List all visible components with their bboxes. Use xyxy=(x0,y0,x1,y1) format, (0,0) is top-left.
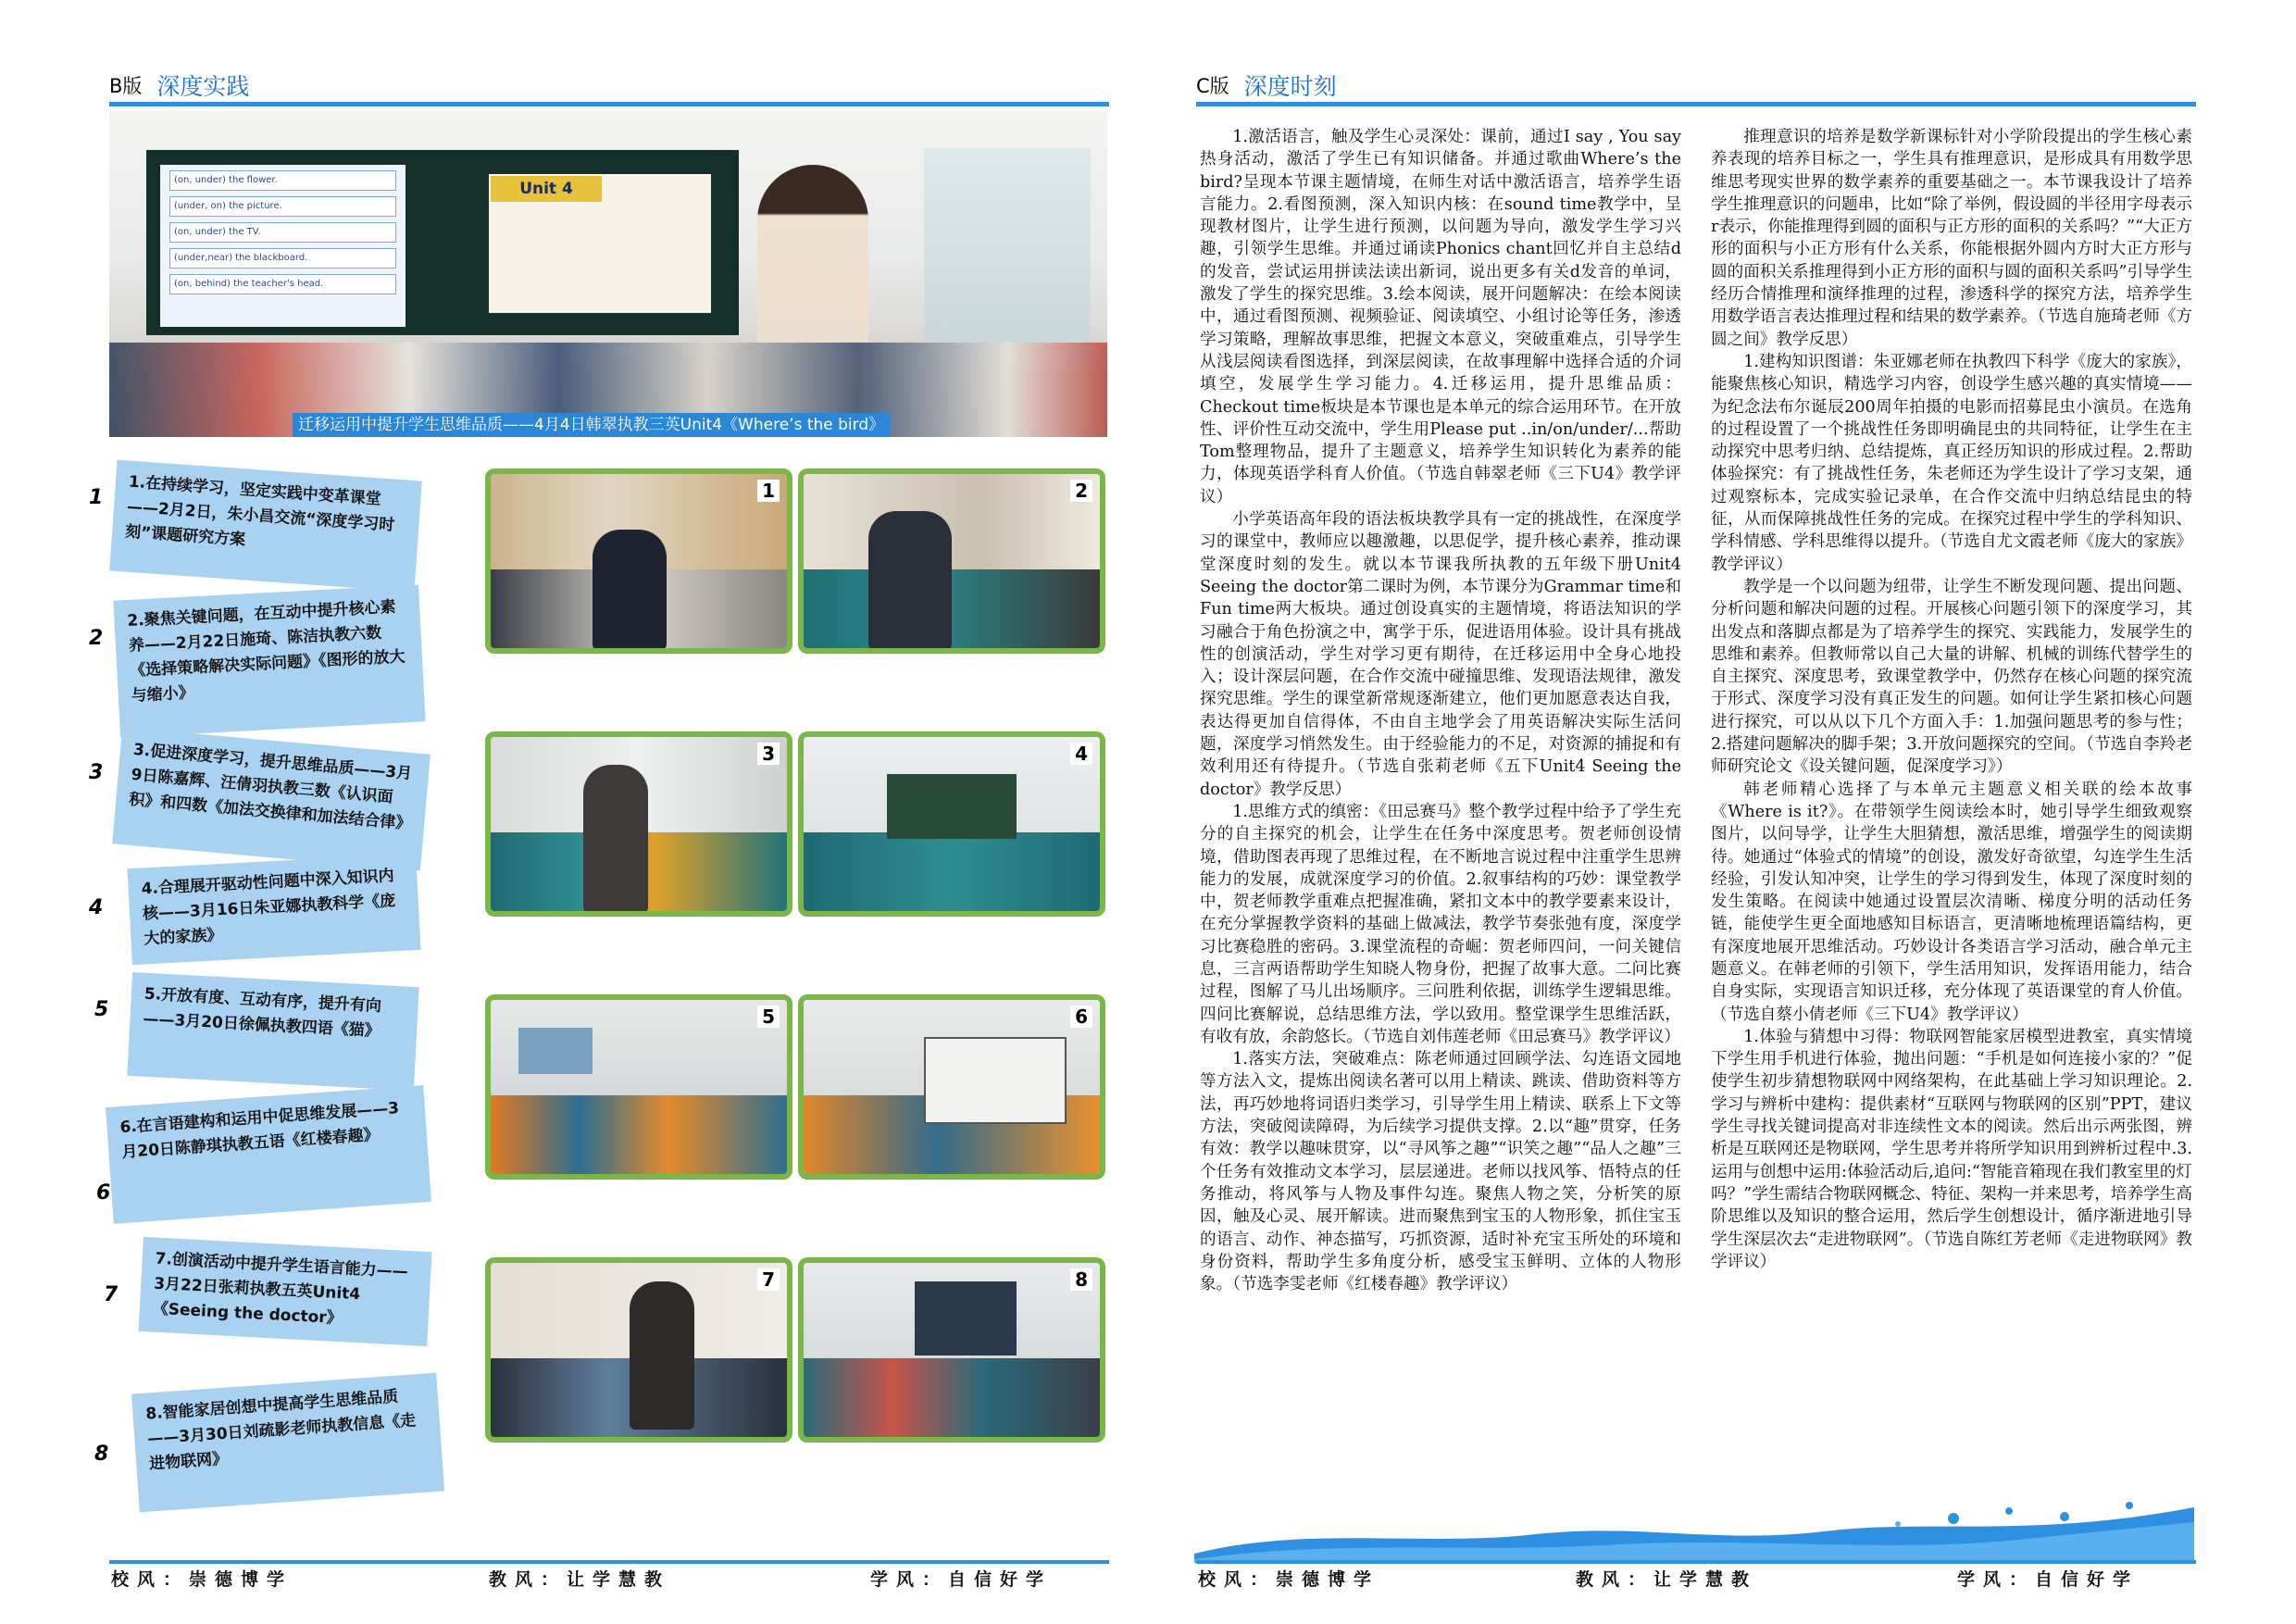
event-card: 8.智能家居创想中提高学生思维品质——3月30日刘疏影老师执教信息《走进物联网》 xyxy=(131,1373,444,1513)
right-header-title: 深度时刻 xyxy=(1243,73,1337,100)
event-card: 4.合理展开驱动性问题中深入知识内核——3月16日朱亚娜执教科学《庞大的家族》 xyxy=(127,854,420,965)
photo-number: 6 xyxy=(1070,1006,1092,1028)
hero-caption: 迁移运用中提升学生思维品质——4月4日韩翠执教三英Unit4《Where’s the bird》 xyxy=(293,413,890,437)
left-footer-motto-school: 校风：崇德博学 xyxy=(111,1569,293,1590)
right-footer-motto-school: 校风：崇德博学 xyxy=(1198,1569,1380,1590)
photo-7 xyxy=(485,1257,792,1443)
paragraph: 1.思维方式的缜密：《田忌赛马》整个教学过程中给予了学生充分的自主探究的机会，让学生在任务中深度思考。贺老师创设情境，借助图表再现了思维过程，在不断地言说过程中注重学生思辨能力的发展，成就深度学习的价值。2.叙事结构的巧妙：课堂教学中，贺老师教学重难点把握准确，紧扣文本中的教学要素来设计，在充分掌握教学资料的基础上做减法，教学节奏张弛有度，深度学习比赛稳胜的密码。3.课堂流程的奇崛：贺老师四问，一问关键信息，三言两语帮助学生知晓人物身份，把握了故事大意。二问比赛过程，图解了马儿出场顺序。三问胜利依据，训练学生逻辑思维。四问比赛解说，总结思维方法，学以致用。整堂课学生思维活跃，有收有放，余韵悠长。（节选自刘伟莲老师《田忌赛马》教学评议） xyxy=(1200,802,1681,1046)
event-number: 5 xyxy=(94,998,109,1021)
right-header xyxy=(1196,69,1337,102)
hero-slide xyxy=(160,165,406,327)
event-card: 2.聚焦关键问题，在互动中提升核心素养——2月22日施琦、陈洁执教六数《选择策略解决实际问题》《图形的放大与缩小》 xyxy=(113,584,425,737)
text-column-2 xyxy=(1711,126,2192,1273)
photo-number: 2 xyxy=(1070,480,1092,502)
left-header-code: B版 xyxy=(109,75,143,97)
photo-number: 3 xyxy=(757,743,780,765)
right-header-rule xyxy=(1196,102,2196,106)
event-card: 5.开放有度、互动有序，提升有向——3月20日徐佩执教四语《猫》 xyxy=(127,972,418,1091)
hero-photo xyxy=(109,111,1107,437)
event-number: 4 xyxy=(89,896,104,919)
event-card: 1.在持续学习，坚定实践中变革课堂——2月2日，朱小昌交流“深度学习时刻”课题研究方案 xyxy=(109,460,422,593)
photo-5 xyxy=(485,994,792,1180)
event-number: 1 xyxy=(89,486,104,509)
paragraph: 1.落实方法，突破难点：陈老师通过回顾学法、勾连语文园地等方法入文，提炼出阅读名著可以用上精读、跳读、借助资料等方法，再巧妙地将词语归类学习，引导学生用上精读、联系上下文等方法，突破阅读障碍，为后续学习提供支撑。2.以“趣”贯穿，任务有效：教学以趣味贯穿，以“寻风筝之趣”“识笑之趣”“品人之趣”三个任务有效推动文本学习，层层递进。老师以找风筝、悟特点的任务推动，将风筝与人物及事件勾连。聚焦人物之笑，分析笑的原因，触及心灵、展开解读。进而聚焦到宝玉的人物形象，抓住宝玉的语言、动作、神态描写，巧抓资源，适时补充宝玉所处的环境和身份资料，帮助学生多角度分析，感受宝玉鲜明、立体的人物形象。（节选李雯老师《红楼春趣》教学评议） xyxy=(1200,1050,1681,1294)
event-number: 3 xyxy=(89,761,104,784)
event-card: 7.创演活动中提升学生语言能力——3月22日张莉执教五英Unit4《Seeing the doctor》 xyxy=(139,1237,432,1346)
photo-1 xyxy=(485,468,792,654)
left-footer-rule xyxy=(109,1560,1109,1564)
hero-slide-row: (on, under) the TV. xyxy=(169,222,396,243)
paragraph: 1.建构知识图谱：朱亚娜老师在执教四下科学《庞大的家族》，能聚焦核心知识，精选学习内容，创设学生感兴趣的真实情境——为纪念法布尔诞辰200周年拍摄的电影而招募昆虫小演员。在选角的过程设置了一个挑战性任务即明确昆虫的共同特征，让学生在主动探究中思考归纳、总结提炼，真正经历知识的形成过程。2.帮助体验探究：有了挑战性任务，朱老师还为学生设计了学习支架，通过观察标本，完成实验记录单，在合作交流中归纳总结昆虫的特征，从而保障挑战性任务的完成。在探究过程中学生的学科知识、学科情感、学科思维得以提升。（节选自尤文霞老师《庞大的家族》教学评议） xyxy=(1711,352,2192,574)
hero-slide-row: (on, under) the flower. xyxy=(169,170,396,191)
wave-decoration xyxy=(1194,1498,2194,1563)
photo-number: 8 xyxy=(1070,1268,1092,1291)
event-card: 3.促进深度学习，提升思维品质——3月9日陈嘉辉、汪倩羽执教三数《认识面积》和四数《加法交换律和加法结合律》 xyxy=(112,728,430,871)
left-footer-motto-study: 学风：自信好学 xyxy=(870,1569,1053,1590)
left-header-rule xyxy=(109,102,1109,106)
event-card: 6.在言语建构和运用中促思维发展——3月20日陈静琪执教五语《红楼春趣》 xyxy=(106,1085,431,1224)
photo-number: 4 xyxy=(1070,743,1092,765)
text-column-1 xyxy=(1200,126,1681,1295)
event-number: 6 xyxy=(96,1181,111,1205)
photo-8 xyxy=(798,1257,1105,1443)
hero-slide-row: (under, on) the picture. xyxy=(169,196,396,217)
right-header-code: C版 xyxy=(1196,75,1229,97)
paragraph: 1.体验与猜想中习得：物联网智能家居模型进教室，真实情境下学生用手机进行体验，抛出问题：“手机是如何连接小家的？”促使学生初步猜想物联网中网络架构，在此基础上学习知识理论。2.学习与辨析中建构：提供素材“互联网与物联网的区别”PPT，建议学生寻找关键词提高对非连续性文本的阅读。然后出示两张图，辨析是互联网还是物联网，学生思考并将所学知识用到辨析过程中.3.运用与创想中运用:体验活动后,追问:“智能音箱现在我们教室里的灯吗？”学生需结合物联网概念、特征、架构一并来思考，培养学生高阶思维以及知识的整合运用，然后学生创想设计，循序渐进地引导学生深层次去“走进物联网”。（节选自陈红芳老师《走进物联网》教学评议） xyxy=(1711,1027,2192,1271)
paragraph: 推理意识的培养是数学新课标针对小学阶段提出的学生核心素养表现的培养目标之一，学生具有推理意识，是形成具有用数学思维思考现实世界的数学素养的重要基础之一。本节课我设计了培养学生推理意识的问题串，比如“除了举例，假设圆的半径用字母表示r表示，你能推理得到圆的面积与正方形的面积的关系吗？”“大正方形的面积与小正方形有什么关系，你能根据外圆内方时大正方形与圆的面积关系推理得到小正方形的面积与圆的面积关系吗”引导学生经历合情推理和演绎推理的过程，渗透科学的探究方法，培养学生用数学语言表达推理过程和结果的数学素养。（节选自施琦老师《方圆之间》教学反思） xyxy=(1711,128,2192,349)
hero-slide-row: (on, behind) the teacher's head. xyxy=(169,274,396,294)
event-number: 8 xyxy=(94,1443,109,1466)
event-number: 2 xyxy=(89,627,104,650)
right-footer-motto-study: 学风：自信好学 xyxy=(1957,1569,2140,1590)
paragraph: 小学英语高年段的语法板块教学具有一定的挑战性，在深度学习的课堂中，教师应以趣激趣，以思促学，提升核心素养，推动课堂深度时刻的发生。就以本节课我所执教的五年级下册Unit4 Seeing the doctor第二课时为例，本节课分为Grammar time和Fun time两大板块。通过创设真实的主题情境，将语法知识的学习融合于角色扮演之中，寓学于乐，促进语用体验。设计具有挑战性的创演活动，学生对学习更有期待，在迁移运用中全身心地投入；设计深层问题，在合作交流中碰撞思维、发现语法规律，激发探究思维。学生的课堂新常规逐渐建立，他们更加愿意表达自我，表达得更加自信得体，不由自主地学会了用英语解决实际生活问题，深度学习悄然发生。由于经验能力的不足，对资源的捕捉和有效利用还有待提升。（节选自张莉老师《五下Unit4 Seeing the doctor》教学反思） xyxy=(1200,510,1681,799)
paragraph: 1.激活语言，触及学生心灵深处：课前，通过I say , You say 热身活动，激活了学生已有知识储备。并通过歌曲Where’s the bird?呈现本节课主题情境，在师生对话中激活语言，培养学生语言能力。2.看图预测，深入知识内核：在sound time教学中，呈现教材图片，让学生进行预测，以问题为导向，激发学生学习兴趣，引领学生思维。并通过诵读Phonics chant回忆并自主总结d的发音，尝试运用拼读法读出新词，说出更多有关d发音的单词，激发了学生的探究思维。3.绘本阅读，展开问题解决：在绘本阅读中，通过看图预测、视频验证、阅读填空、小组讨论等任务，渗透学习策略，理解故事思维，把握文本意义，突破重难点，引导学生从浅层阅读看图选择，到深层阅读，在故事理解中选择合适的介词填空，发展学生学习能力。4.迁移运用，提升思维品质：Checkout time板块是本节课也是本单元的综合运用环节。在开放性、评价性互动交流中，学生用Please put ..in/on/under/...帮助Tom整理物品，提升了主题意义，培养学生知识转化为素养的能力，体现英语学科育人价值。（节选自韩翠老师《三下U4》教学评议） xyxy=(1200,128,1681,506)
paragraph: 教学是一个以问题为纽带，让学生不断发现问题、提出问题、分析问题和解决问题的过程。开展核心问题引领下的深度学习，其出发点和落脚点都是为了培养学生的探究、实践能力，发展学生的思维和素养。但教师常以自己大量的讲解、机械的训练代替学生的自主探究、深度思考，致课堂教学中，仍然存在核心问题的探究流于形式、深度学习没有真正发生的问题。如何让学生紧扣核心问题进行探究，可以从以下几个方面入手：1.加强问题思考的参与性；2.搭建问题解决的脚手架；3.开放问题探究的空间。（节选自李羚老师研究论文《设关键问题，促深度学习》） xyxy=(1711,577,2192,777)
left-header xyxy=(109,69,249,102)
event-number: 7 xyxy=(104,1283,119,1306)
left-header-title: 深度实践 xyxy=(156,73,250,100)
hero-slide-row: (under,near) the blackboard. xyxy=(169,248,396,269)
right-footer-motto-teaching: 教风：让学慧教 xyxy=(1576,1569,1758,1590)
photo-4 xyxy=(798,731,1105,917)
photo-6 xyxy=(798,994,1105,1180)
hero-unit-title: Unit 4 xyxy=(491,176,602,202)
photo-3 xyxy=(485,731,792,917)
photo-2 xyxy=(798,468,1105,654)
photo-number: 5 xyxy=(757,1006,780,1028)
left-footer-motto-teaching: 教风：让学慧教 xyxy=(489,1569,671,1590)
paragraph: 韩老师精心选择了与本单元主题意义相关联的绘本故事《Where is it?》。在带领学生阅读绘本时，她引导学生细致观察图片，以问导学，让学生大胆猜想，激活思维，增强学生的阅读期待。她通过“体验式的情境”的创设，激发好奇欲望，勾连学生生活经验，引发认知冲突，让学生的学习得到发生，体现了深度时刻的发生策略。在阅读中她通过设置层次清晰、梯度分明的活动任务链，能使学生更全面地感知目标语言，更清晰地梳理语篇结构，更有深度地展开思维活动。巧妙设计各类语言学习活动，融合单元主题意义。在韩老师的引领下，学生活用知识，发挥语用能力，结合自身实际，实现语言知识迁移，充分体现了英语课堂的育人价值。（节选自蔡小倩老师《三下U4》教学评议） xyxy=(1711,780,2192,1024)
photo-number: 7 xyxy=(757,1268,780,1291)
photo-number: 1 xyxy=(757,480,780,502)
right-footer-rule xyxy=(1196,1560,2196,1564)
